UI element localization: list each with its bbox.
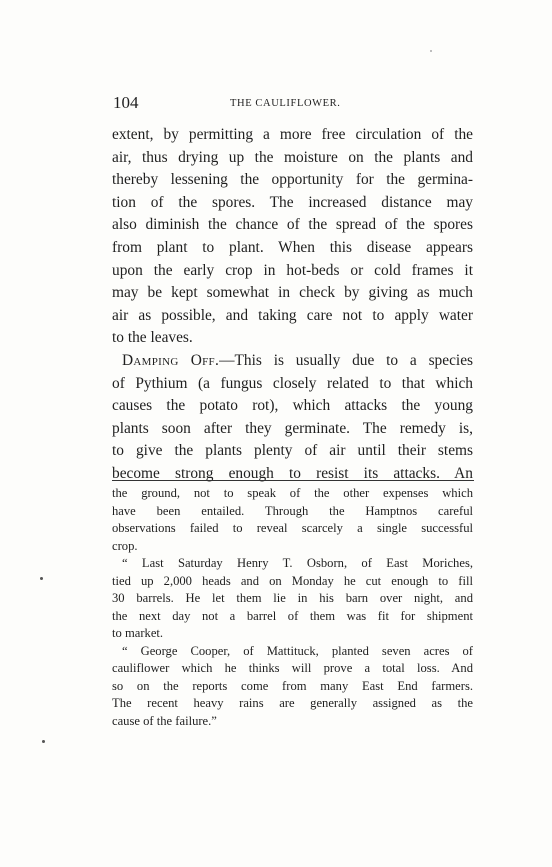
page-number: 104 [113, 93, 139, 112]
text-line: causes the potato rot), which attacks the young [112, 397, 473, 415]
margin-speck [42, 740, 45, 743]
text-line: also diminish the chance of the spread of the spores [112, 216, 473, 234]
footnote-line: The recent heavy rains are generally assigned as the [112, 696, 473, 710]
text-line: to give the plants plenty of air until their stems [112, 442, 473, 460]
text-line: plants soon after they germinate. The remedy is, [112, 419, 473, 437]
footnote-line: “ Last Saturday Henry T. Osborn, of East Moriches, [122, 556, 473, 570]
damping-off-first-line [112, 350, 473, 373]
text-line: from plant to plant. When this disease appears [112, 238, 473, 256]
damping-off-text: —This is usually due to a species [219, 351, 474, 369]
margin-speck [40, 577, 43, 580]
page-header [113, 93, 473, 113]
text-line: upon the early crop in hot-beds or cold frames it [112, 261, 473, 279]
running-title: THE CAULIFLOWER. [230, 98, 341, 109]
footnote-line: the next day not a barrel of them was fit for shipment [112, 608, 473, 623]
text-line: tion of the spores. The increased distance may [112, 193, 473, 211]
footnote-line: have been entailed. Through the Hamptnos careful [112, 503, 473, 518]
text-line: thereby lessening the opportunity for the germina- [112, 171, 473, 189]
text-line: air as possible, and taking care not to apply water [112, 306, 473, 324]
footnote-line: tied up 2,000 heads and on Monday he cut enough to fill [112, 573, 473, 588]
margin-speck [430, 50, 432, 52]
text-line: air, thus drying up the moisture on the plants and [112, 148, 473, 166]
text-line: become strong enough to resist its attacks. An [112, 464, 473, 482]
main-text-block [112, 124, 473, 486]
footnote-line: the ground, not to speak of the other expenses which [112, 486, 473, 500]
damping-off-heading: Damping Off. [122, 351, 220, 369]
footnote-line: cauliflower which he thinks will prove a total loss. And [112, 661, 473, 675]
text-line: of Pythium (a fungus closely related to that which [112, 374, 473, 392]
footnote-line: 30 barrels. He let them lie in his barn over night, and [112, 591, 473, 605]
text-line: extent, by permitting a more free circulation of the [112, 126, 473, 143]
footnote-line: cause of the failure.” [112, 713, 217, 728]
footnote-line: “ George Cooper, of Mattituck, planted seven acres of [122, 643, 473, 658]
footnote-line: observations failed to reveal scarcely a single successful [112, 521, 473, 535]
footnote-block [112, 485, 473, 730]
footnote-divider [112, 480, 474, 481]
text-line: may be kept somewhat in check by giving as much [112, 284, 473, 302]
footnote-line: to market. [112, 626, 164, 640]
text-line: to the leaves. [112, 329, 193, 347]
footnote-line: crop. [112, 538, 138, 553]
footnote-line: so on the reports come from many East End farmers. [112, 678, 473, 693]
